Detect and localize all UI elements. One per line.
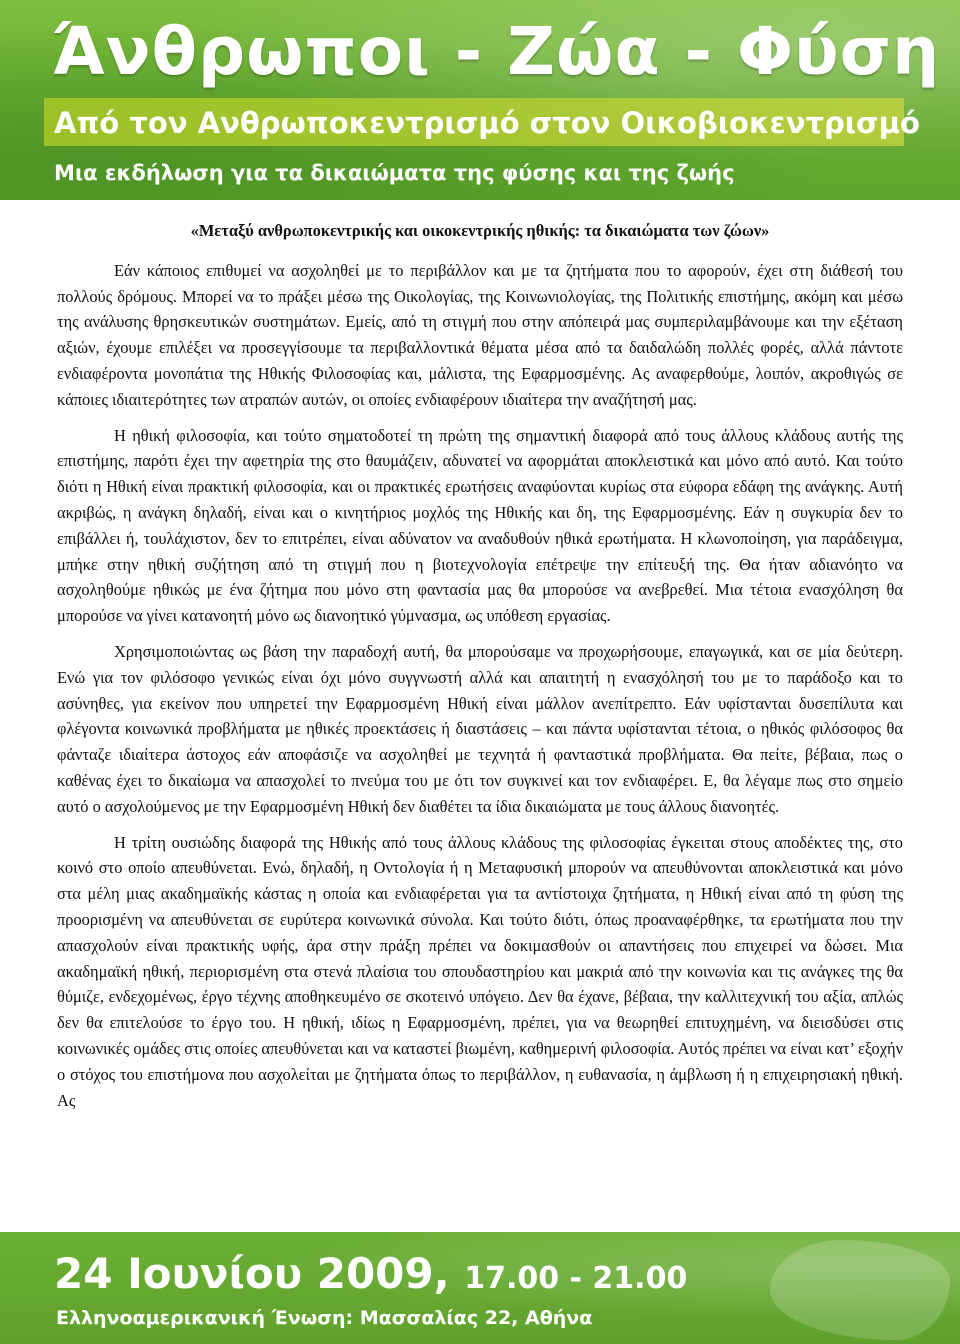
paragraph: Η ηθική φιλοσοφία, και τούτο σηματοδοτεί τη πρώτη της σημαντική διαφορά από τους άλλους κλάδους αυτής της επιστήμης, παρότι έχει την αφετηρία της στο θαυμάζειν, αδυνατεί να αφορμάται αποκλειστικά και μόνο από αυτό. Και τούτο διότι η Ηθική είναι πρακτική φιλοσοφία, και οι πρακτικές ερωτήσεις αναφύονται κυρίως στα εύφορα εδάφη της ανάγκης. Αυτή ακριβώς, η ανάγκη δηλαδή, είναι και ο κινητήριος μοχλός της Ηθικής και δη, της Εφαρμοσμένης. Εάν η συγκυρία δεν το επιβάλλει ή, τουλάχιστον, δεν το επιτρέπει, είναι αδύνατον να αναδυθούν ηθικά ερωτήματα. Η κλωνοποίηση, για παράδειγμα, μπήκε στην ηθική συζήτηση από τη στιγμή που η βιοτεχνολογία επέτρεψε την επίτευξή της. Θα ήταν αδιανόητο να ασχοληθούμε ηθικώς με ένα ζήτημα που μόνο στη φαντασία μας θα μπορούσε να ανεβρεθεί. Μια τέτοια ενασχόληση θα μπορούσε να γίνει κατανοητή μόνο ως διανοητικό γύμνασμα, ως υπόθεση εργασίας. bbox=[57, 425, 903, 626]
paragraph: Χρησιμοποιώντας ως βάση την παραδοχή αυτή, θα μπορούσαμε να προχωρήσουμε, επαγωγικά, και σε μία δεύτερη. Ενώ για τον φιλόσοφο γενικώς είναι όχι μόνο συγγνωστή αλλά και απαιτητή η ενασχόλησή του με το παράδοξο και το ασύνηθες, για εκείνον που υπηρετεί την Εφαρμοσμένη Ηθική είναι μάλλον ανεπίτρεπτο. Εάν υφίστανται δυσεπίλυτα και φλέγοντα κοινωνικά προβλήματα με ηθικές προεκτάσεις ή διαστάσεις – και πάντα υφίστανται τέτοια, ο ηθικός φιλόσοφος θα φάνταζε ιδιαίτερα άστοχος εάν αποφάσιζε να ασχοληθεί με τεχνητά ή φανταστικά προβλήματα. Θα πείτε, βέβαια, πως ο καθένας έχει το δικαίωμα να απασχολεί το πνεύμα του με ότι τον συγκινεί και τον ενδιαφέρει. Ε, θα λέγαμε πως στο σημείο αυτό ο ασχολούμενος με την Εφαρμοσμένη Ηθική δεν διαθέτει τα ίδια δικαιώματα με τους άλλους διανοητές. bbox=[57, 641, 903, 816]
event-venue: Ελληνοαμερικανική Ένωση: Μασσαλίας 22, Αθήνα bbox=[56, 1307, 593, 1329]
event-subtitle: Από τον Ανθρωποκεντρισμό στον Οικοβιοκεντρισμό bbox=[54, 106, 920, 140]
event-title: Άνθρωποι - Ζώα - Φύση bbox=[52, 13, 941, 90]
greece-map-icon bbox=[770, 1240, 950, 1340]
article-body bbox=[57, 215, 903, 1123]
event-date: 24 Ιουνίου 2009, bbox=[54, 1249, 450, 1298]
paragraph: Η τρίτη ουσιώδης διαφορά της Ηθικής από τους άλλους κλάδους της φιλοσοφίας έγκειται στους αποδέκτες της, στο κοινό στο οποίο απευθύνεται. Ενώ, δηλαδή, η Οντολογία ή η Μεταφυσική μπορούν να απευθύνονται αποκλειστικά και μόνο στα μέλη μιας ακαδημαϊκής κάστας η οποία και ενδιαφέρεται για τα αντίστοιχα ζητήματα, η Ηθική είναι από τη φύση της προορισμένη να απευθύνεται σε ευρύτερα κοινωνικά σύνολα. Και τούτο διότι, όπως προαναφέρθηκε, τα ερωτήματα που την απασχολούν είναι πρακτικής υφής, άρα στην πράξη πρέπει να δοκιμασθούν οι απαντήσεις που επιχειρεί να δώσει. Μια ακαδημαϊκή ηθική, περιορισμένη στα στενά πλαίσια του σπουδαστηρίου και μακριά από την κοινωνία και τις ανάγκες της θα θύμιζε, ενδεχομένως, έργο τέχνης αποθηκευμένο σε σκοτεινό υπόγειο. Δεν θα έχανε, βέβαια, την καλλιτεχνική του αξία, απλώς δεν θα επιτελούσε το έργο του. Η ηθική, ιδίως η Εφαρμοσμένη, πρέπει, για να θεωρηθεί επιτυχημένη, να διεισδύσει στις κοινωνικές ομάδες στις οποίες απευθύνεται και να καταστεί βιωμένη, καθημερινή φιλοσοφία. Αυτός πρέπει να είναι κατ’ εξοχήν ο στόχος του επιστήμονα που ασχολείται με ζητήματα όπως το περιβάλλον, η ευθανασία, η άμβλωση ή η επιχειρησιακή ηθική. Ας bbox=[57, 832, 903, 1110]
article-title: «Μεταξύ ανθρωποκεντρικής και οικοκεντρικής ηθικής: τα δικαιώματα των ζώων» bbox=[190, 221, 770, 240]
event-tagline: Μια εκδήλωση για τα δικαιώματα της φύσης και της ζωής bbox=[54, 161, 735, 185]
event-date-time bbox=[54, 1246, 687, 1307]
event-time: 17.00 - 21.00 bbox=[464, 1261, 688, 1296]
event-footer-banner bbox=[0, 1232, 960, 1344]
paragraph: Εάν κάποιος επιθυμεί να ασχοληθεί με το περιβάλλον και με τα ζητήματα που το αφορούν, έχει στη διάθεσή του πολλούς δρόμους. Μπορεί να το πράξει μέσω της Οικολογίας, της Κοινωνιολογίας, της Πολιτικής επιστήμης, ακόμη και μέσω της ανάλυσης θρησκευτικών συστημάτων. Εμείς, από τη στιγμή που στην απόπειρά μας συμπεριλαμβάνουμε και την εξέταση αξιών, έχουμε επιλέξει να προσεγγίσουμε τα περιβαλλοντικά θέματα μέσα από τα δαιδαλώδη πολλές φορές, αλλά πάντοτε ενδιαφέροντα μονοπάτια της Ηθικής Φιλοσοφίας και, μάλιστα, της Εφαρμοσμένης. Ας αναφερθούμε, λοιπόν, ακροθιγώς σε κάποιες ιδιαιτερότητες των ατραπών αυτών, οι οποίες ενδιαφέρουν ιδιαίτερα την αναζήτησή μας. bbox=[57, 260, 903, 409]
event-header-banner bbox=[0, 0, 960, 200]
